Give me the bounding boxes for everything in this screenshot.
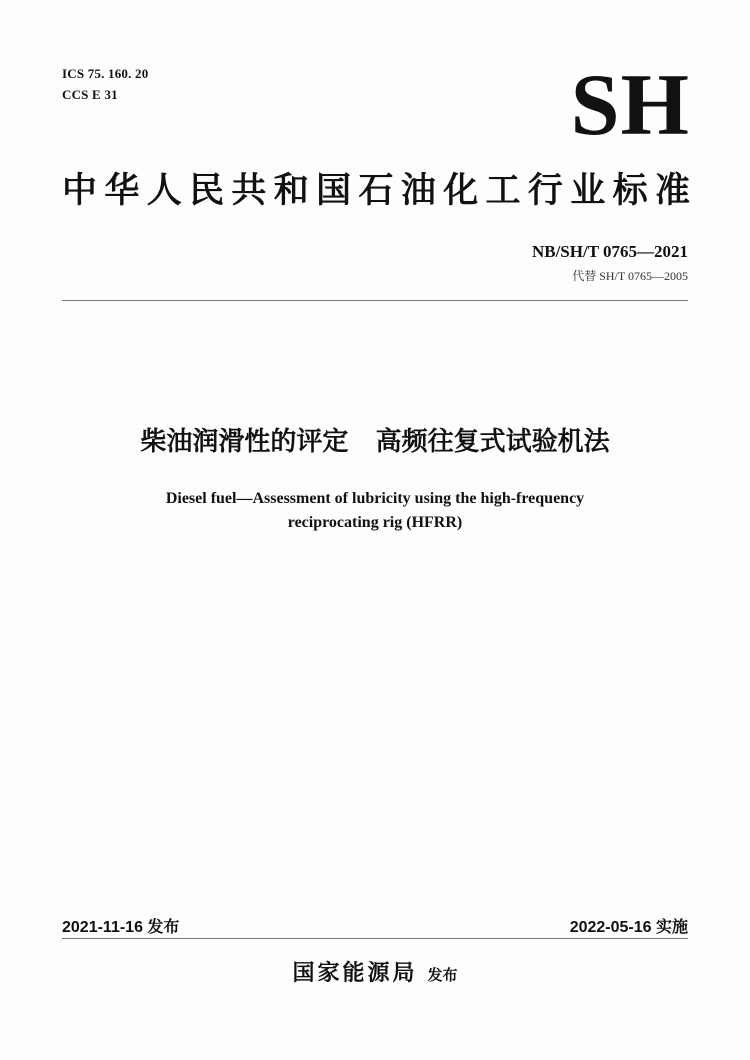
document-title-zh: 柴油润滑性的评定 高频往复式试验机法 [140, 427, 610, 457]
ics-code: ICS 75. 160. 20 [62, 66, 149, 81]
document-title-en-line1: Diesel fuel—Assessment of lubricity using the high-frequency [165, 490, 585, 507]
bottom-divider [62, 938, 688, 939]
ccs-code: CCS E 31 [62, 87, 118, 102]
implementation-date: 2022-05-16 实施 [569, 919, 688, 936]
issuer-row [0, 956, 750, 987]
sh-logo: SH [570, 57, 690, 154]
replaces-standard: 代替 SH/T 0765—2005 [572, 269, 688, 283]
top-divider [62, 300, 688, 301]
document-title-en-line2: reciprocating rig (HFRR) [287, 514, 463, 531]
standard-number: NB/SH/T 0765—2021 [531, 242, 688, 261]
issue-date: 2021-11-16 发布 [62, 919, 180, 936]
issuing-authority: 国家能源局 [292, 961, 418, 986]
standard-category-title: 中华人民共和国石油化工行业标准 [62, 171, 690, 211]
issued-label: 发布 [427, 966, 458, 984]
